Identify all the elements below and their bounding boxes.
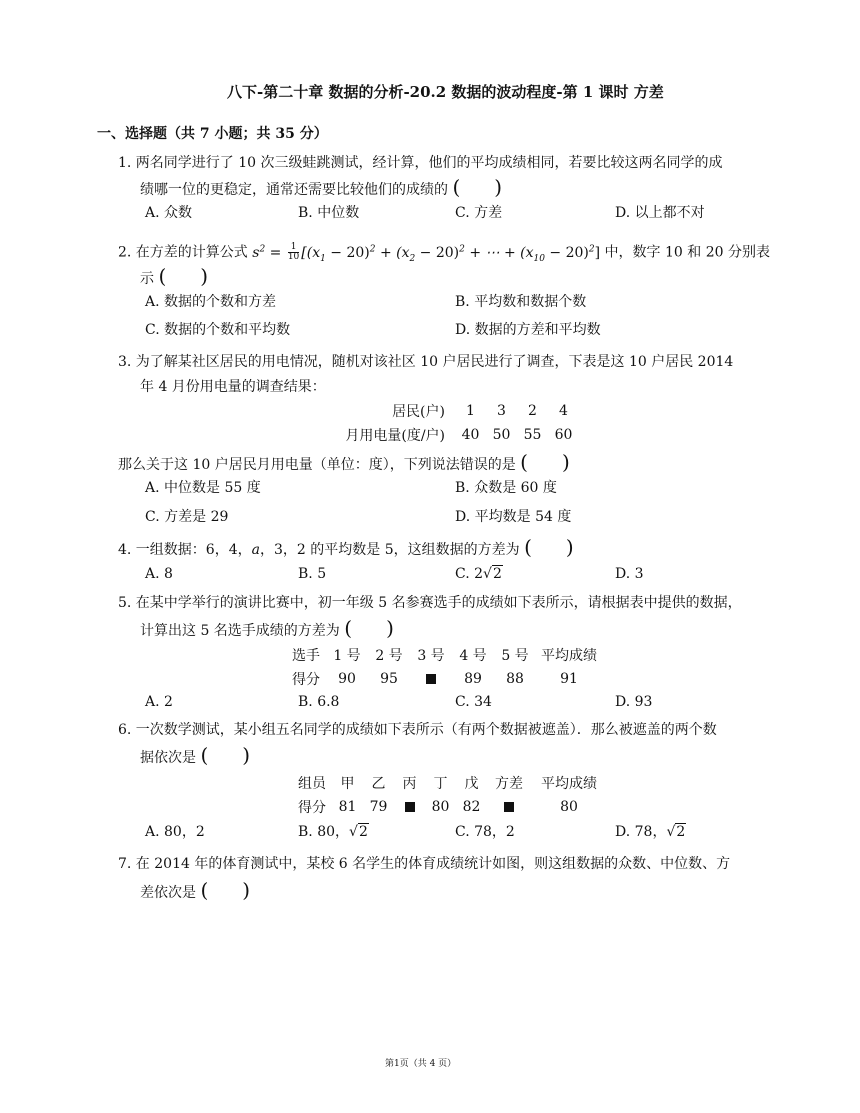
q1-option-a: A. 众数 [145,205,193,221]
q5-option-c: C. 34 [455,694,492,710]
cover-square-icon [426,674,436,684]
q3-cell: 1 [466,403,475,419]
q6-option-d: D. 78，√2 [615,824,686,840]
q5-line1: 5. 在某中学举行的演讲比赛中，初一年级 5 名参赛选手的成绩如下表所示，请根据表中提供的数据， [118,595,742,611]
q2-option-a: A. 数据的个数和方差 [145,294,277,310]
page-title: 八下-第二十章 数据的分析-20.2 数据的波动程度-第 1 课时 方差 [227,83,664,101]
q1-option-d: D. 以上都不对 [615,205,705,221]
q7-answer-paren: ( ) [200,878,251,902]
q6-line2: 据依次是 ( ) [140,743,251,767]
q4-option-c: C. 2√2 [455,566,502,582]
q1-answer-paren: ( ) [452,175,503,199]
q1-option-b: B. 中位数 [298,205,360,221]
q6-head: 甲 [340,776,355,792]
q4-option-a: A. 8 [145,566,173,582]
q3-table [325,399,579,447]
q6-cell: 80 [560,799,578,815]
q6-cell: 80 [431,799,450,815]
q5-head: 3 号 [417,648,445,664]
q3-line2: 年 4 月份用电量的调查结果： [140,379,326,395]
q3-cell: 3 [497,403,506,419]
section-header: 一、选择题（共 7 小题；共 35 分） [97,126,328,142]
q3-option-a: A. 中位数是 55 度 [145,480,261,496]
q6-cell-hidden [487,795,531,819]
q5-option-a: A. 2 [145,694,173,710]
q3-cell: 60 [554,427,573,443]
q6-head: 丁 [433,776,448,792]
q2-formula: $s^2$ = $\frac{1}{10}$ [$(x_1 - 20)^2 + (x_2 - 20)^2$ + ⋯ + $(x_{10} - 20)^2$] [252,242,601,264]
q1-line2 [140,177,502,200]
q3-option-b: B. 众数是 60 度 [455,480,557,496]
q3-row1-label: 居民(户) [392,404,445,420]
q1-line1: 1. 两名同学进行了 10 次三级蛙跳测试，经计算，他们的平均成绩相同，若要比较这两名同学的成 [118,155,723,171]
q7-line2: 差依次是 ( ) [140,878,251,902]
q6-head: 组员 [298,776,326,792]
q5-table-row [286,667,602,691]
q5-option-b: B. 6.8 [298,694,340,710]
q3-answer-paren: ( ) [520,450,570,474]
q4-option-d: D. 3 [615,566,644,582]
q4-option-b: B. 5 [298,566,327,582]
q1-text: 绩哪一位的更稳定，通常还需要比较他们的成绩的 [140,182,448,198]
q4-line1: 4. 一组数据：6，4，a，3，2 的平均数是 5，这组数据的方差为 ( ) [118,535,574,559]
q7-line1: 7. 在 2014 年的体育测试中，某校 6 名学生的体育成绩统计如图，则这组数据的众数、中位数、方 [118,856,731,872]
q3-cell: 55 [523,427,542,443]
q6-cell: 79 [369,799,388,815]
q3-option-d: D. 平均数是 54 度 [455,509,572,525]
q6-row-label: 得分 [298,800,326,816]
q5-cell: 88 [506,671,524,687]
q6-cell-hidden [394,795,425,819]
q5-row-label: 得分 [292,672,320,688]
q6-table [292,771,607,819]
q5-option-d: D. 93 [615,694,653,710]
q6-option-a: A. 80，2 [145,824,205,840]
q3-table-row [325,423,579,447]
q5-cell: 89 [464,671,482,687]
q6-head: 方差 [495,776,523,792]
q5-answer-paren: ( ) [344,616,394,640]
q5-head: 平均成绩 [541,648,597,664]
q5-cell: 95 [380,671,398,687]
q6-cell: 82 [462,799,481,815]
q6-head: 平均成绩 [541,776,597,792]
q2-answer-paren: ( ) [158,264,209,288]
q4-answer-paren: ( ) [524,535,574,559]
q5-head: 选手 [292,648,320,664]
q5-line2: 计算出这 5 名选手成绩的方差为 ( ) [140,616,394,640]
q5-head: 1 号 [333,648,361,664]
q3-table-row [325,399,579,423]
q5-head: 4 号 [459,648,487,664]
page-footer: 第1页（共 4 页） [385,1059,457,1069]
q6-head: 乙 [371,776,386,792]
q5-table-row [286,643,602,667]
q6-table-row [292,795,607,819]
q3-line3: 那么关于这 10 户居民月用电量（单位：度），下列说法错误的是 ( ) [118,450,570,474]
q3-line1: 3. 为了解某社区居民的用电情况，随机对该社区 10 户居民进行了调查，下表是这 10 户居民 2014 [118,354,734,370]
q4-variable: a [251,542,260,558]
q3-cell: 50 [492,427,511,443]
q3-row2-label: 月用电量(度/户) [345,428,445,444]
q1-option-c: C. 方差 [455,205,503,221]
q3-cell: 2 [528,403,537,419]
q3-cell: 4 [559,403,568,419]
q6-table-row [292,771,607,795]
q3-option-c: C. 方差是 29 [145,509,229,525]
q5-cell: 91 [560,671,578,687]
q6-cell: 81 [338,799,357,815]
q5-table [286,643,602,691]
cover-square-icon [504,802,514,812]
q2-option-b: B. 平均数和数据个数 [455,294,587,310]
q2-line2: 示 ( ) [140,264,209,288]
q6-head: 戊 [464,776,479,792]
q6-answer-paren: ( ) [200,743,251,767]
q2-line1: 2. 在方差的计算公式 $s^2$ = $\frac{1}{10}$ [$(x_1 - 20)^2 + (x_2 - 20)^2$ + ⋯ + $(x_{10} - 20)^2$] 中，数字 10 和 20 分别表 [118,242,770,264]
q5-cell-hidden [410,667,452,691]
q6-option-c: C. 78，2 [455,824,515,840]
q6-line1: 6. 一次数学测试，某小组五名同学的成绩如下表所示（有两个数据被遮盖）．那么被遮盖的两个数 [118,722,717,738]
q5-head: 2 号 [375,648,403,664]
q5-head: 5 号 [501,648,529,664]
q2-option-d: D. 数据的方差和平均数 [455,322,601,338]
q5-cell: 90 [338,671,356,687]
q6-option-b: B. 80，√2 [298,824,368,840]
cover-square-icon [405,802,415,812]
q6-head: 丙 [402,776,417,792]
q2-option-c: C. 数据的个数和平均数 [145,322,291,338]
q3-cell: 40 [461,427,480,443]
